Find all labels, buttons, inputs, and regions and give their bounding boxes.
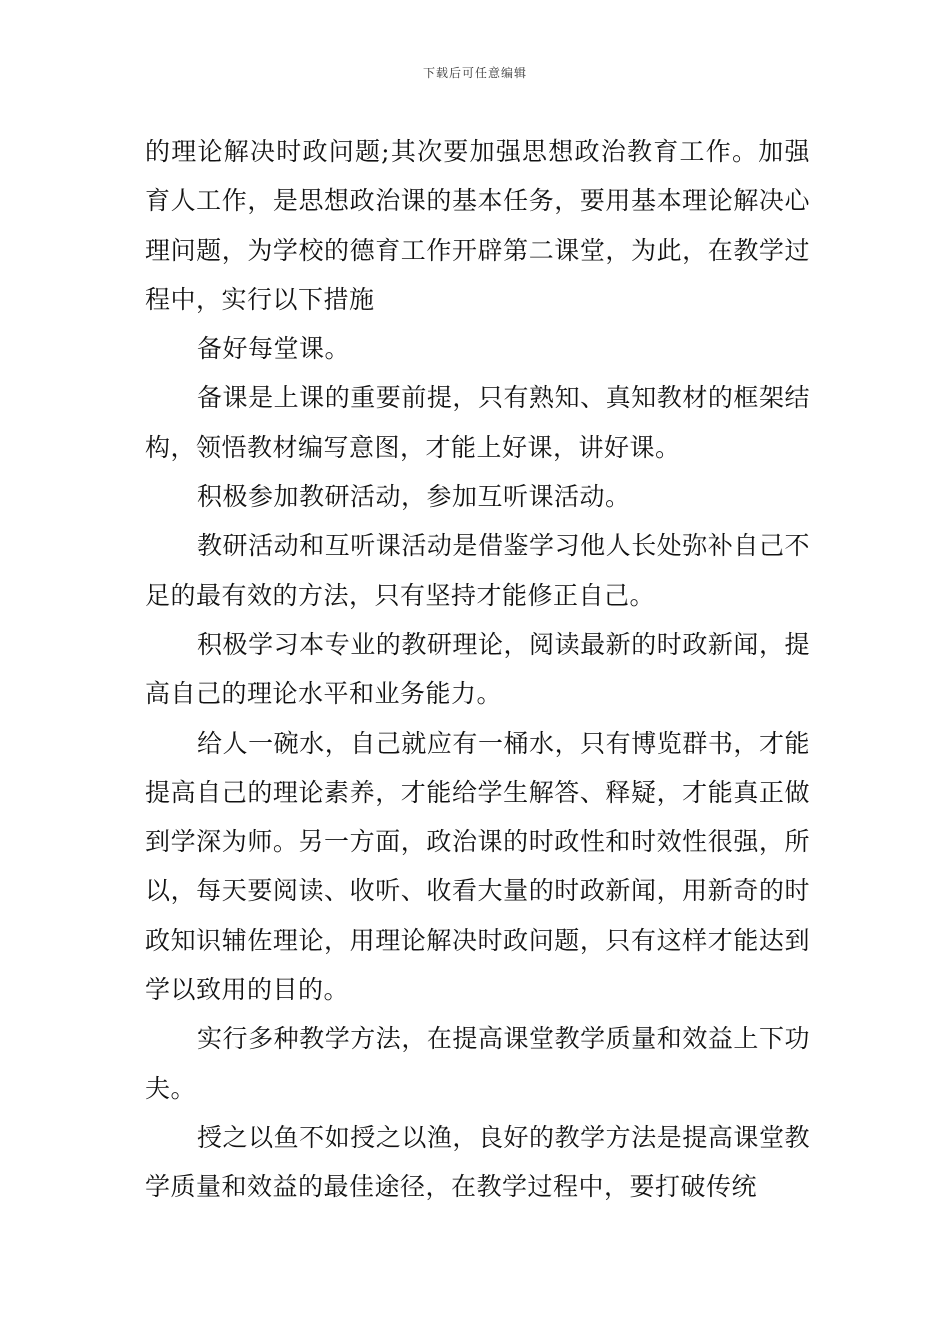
paragraph-continuation: 的理论解决时政问题;其次要加强思想政治教育工作。加强育人工作，是思想政治课的基本任务，要用基本理论解决心理问题，为学校的德育工作开辟第二课堂，为此，在教学过程中，实行以下措施 — [145, 137, 810, 314]
paragraph-prepare-lessons: 备课是上课的重要前提，只有熟知、真知教材的框架结构，领悟教材编写意图，才能上好课，讲好课。 — [145, 383, 810, 462]
document-body — [145, 127, 810, 1212]
paragraph-teaching-research: 教研活动和互听课活动是借鉴学习他人长处弥补自己不足的最有效的方法，只有坚持才能修正自己。 — [145, 531, 810, 610]
paragraph-heading-study-theory: 积极学习本专业的教研理论，阅读最新的时政新闻，提高自己的理论水平和业务能力。 — [145, 629, 810, 709]
paragraph-teaching-methods: 授之以鱼不如授之以渔，良好的教学方法是提高课堂教学质量和效益的最佳途径，在教学过程中，要打破传统 — [145, 1122, 810, 1202]
paragraph-heading-prepare-lessons: 备好每堂课。 — [197, 334, 351, 364]
page-header: 下载后可任意编辑 — [422, 66, 527, 80]
paragraph-heading-teaching-research: 积极参加教研活动，参加互听课活动。 — [197, 482, 631, 512]
paragraph-heading-teaching-methods: 实行多种教学方法，在提高课堂教学质量和效益上下功夫。 — [145, 1024, 810, 1103]
paragraph-study-theory: 给人一碗水，自己就应有一桶水，只有博览群书，才能提高自己的理论素养，才能给学生解答、释疑，才能真正做到学深为师。另一方面，政治课的时政性和时效性很强，所以，每天要阅读、收听、收看大量的时政新闻，用新奇的时政知识辅佐理论，用理论解决时政问题，只有这样才能达到学以致用的目的。 — [145, 728, 810, 1005]
